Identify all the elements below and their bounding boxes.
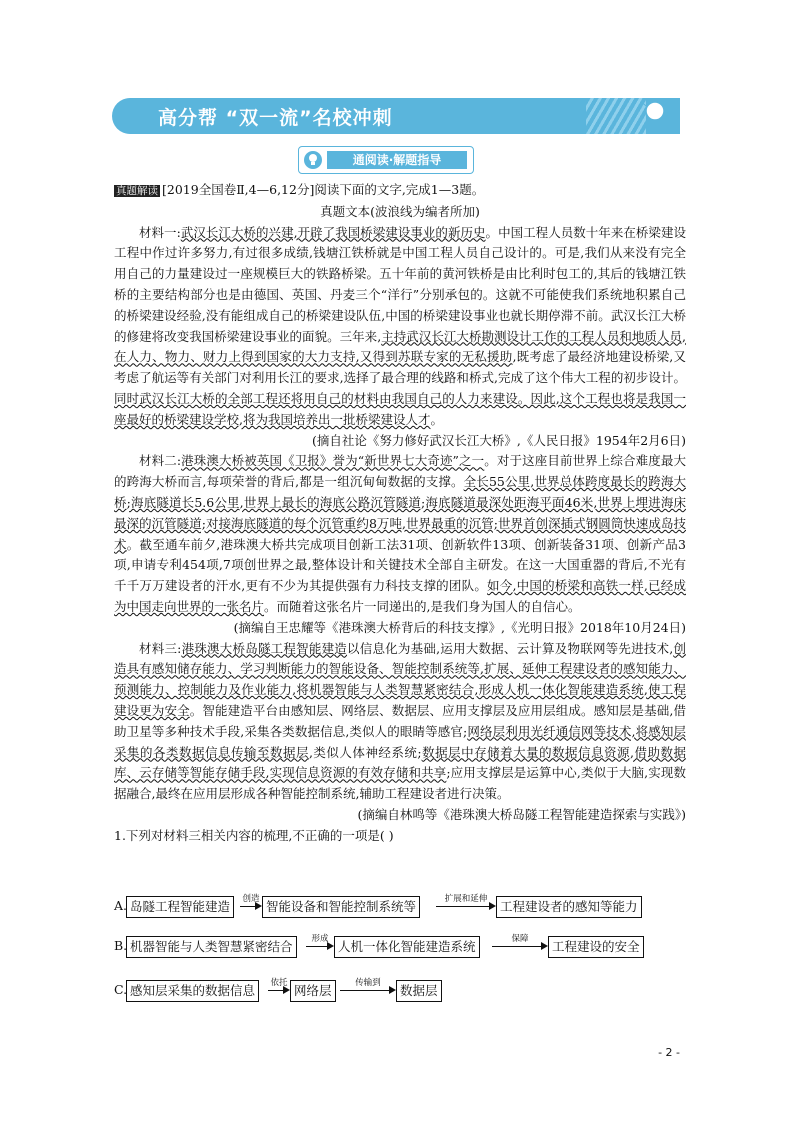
wavy-text: 如今,中国的桥梁和高铁一样,已经成为中国走向世界的一张名片 [114, 578, 686, 614]
wavy-text: 港珠澳大桥被英国《卫报》誉为“新世界七大奇迹”之一 [181, 453, 485, 469]
flow-box: 工程建设者的感知等能力 [496, 896, 642, 918]
bulb-badge-icon [303, 150, 323, 170]
option-c[interactable] [114, 978, 686, 1004]
page-number: - 2 - [658, 1046, 680, 1059]
body-text: 。智能建造平台由感知层、网络层、数据层、应用支撑层及应用层组成。感知层是基础,借助卫星等多种技术手段,采集各类数据信息,类似人的眼睛等感官; [114, 702, 686, 739]
material-one-source: (摘自社论《努力修好武汉长江大桥》,《人民日报》1954年2月6日) [312, 432, 686, 448]
body-text: 以信息化为基础,运用大数据、云计算及物联网等先进技术, [347, 640, 674, 656]
wavy-text: 主持武汉长江大桥勘测设计工作的工程人员和地质人员,在人力、物力、财力上得到国家的大力支持,又得到苏联专家的无私援助 [114, 328, 686, 365]
option-b[interactable] [114, 934, 686, 960]
flow-arrow [340, 980, 396, 1000]
question-one: 1.下列对材料三相关内容的梳理,不正确的一项是( ) [114, 827, 394, 843]
material-three-source: (摘编自林鸣等《港珠澳大桥岛隧工程智能建造探索与实践》) [357, 806, 686, 822]
wavy-text: 同时武汉长江大桥的全部工程还将用自己的材料由我国自己的人力来建设。因此,这个工程也将是我国一座最好的桥梁建设学校,将为我国培养出一批桥梁建设人才 [114, 390, 686, 427]
flow-box: 智能设备和智能控制系统等 [262, 896, 420, 918]
material-one [114, 223, 686, 431]
passage-subtitle: 真题文本(波浪线为编者所加) [320, 203, 480, 219]
body-text: ,类似人体神经系统; [308, 744, 422, 760]
arrow-label: 创造 [242, 894, 260, 904]
question-intro [114, 180, 686, 202]
header-banner [112, 98, 680, 134]
banner-title: 高分帮 “双一流”名校冲刺 [158, 107, 393, 129]
body-text: 。中国工程人员数十年来在桥梁建设工程中作过许多努力,有过很多成绩,钱塘江铁桥就是中国工程人员自己设计的。可是,我们从来没有完全用自己的力量建设过一座规模巨大的铁路桥梁。五十年前的黄河铁桥是由比利时包工的,其后的钱塘江铁桥的主要结构部分也是由德国、英国、丹麦三个“洋行”分别承包的。这就不可能使我们系统地积累自己的桥梁建设经验,没有能组成自己的桥梁建设队伍,中国的桥梁建设事业也就长期停滞不前。武汉长江大桥的修建将改变我国桥梁建设事业的面貌。三年来, [114, 224, 686, 344]
wavy-text: 全长55公里,世界总体跨度最长的跨海大桥;海底隧道长5.6公里,世界上最长的海底公路沉管隧道;海底隧道最深处距海平面46米,世界上埋进海床最深的沉管隧道;对接海底隧道的每个沉管重约8万吨,世界最重的沉管;世界首创深插式钢圆筒快速成岛技术 [114, 474, 686, 552]
body-text: 。 [430, 411, 443, 427]
flow-arrow [492, 936, 548, 956]
material-label: 材料二: [139, 453, 182, 469]
wavy-text: 网络层利用光纤通信网等技术,将感知层采集的各类数据信息传输至数据层 [114, 723, 686, 760]
flow-box: 工程建设的安全 [548, 936, 644, 958]
flow-box: 网络层 [290, 980, 336, 1002]
reading-passage [114, 180, 686, 847]
section-header [298, 146, 474, 174]
arrow-label: 传输到 [355, 978, 381, 988]
flow-box: 岛隧工程智能建造 [126, 896, 234, 918]
option-letter: A. [114, 898, 128, 913]
option-letter: C. [114, 982, 128, 997]
flow-arrow [436, 896, 496, 916]
flow-box: 机器智能与人类智慧紧密结合 [126, 936, 297, 958]
flow-arrow [268, 980, 290, 1000]
flow-box: 人机一体化智能建造系统 [334, 936, 480, 958]
material-two [114, 451, 686, 617]
arrow-label: 形成 [311, 934, 329, 944]
banner-stripe-decoration [586, 98, 646, 134]
wavy-text: 创造具有感知储存能力、学习判断能力的智能设备、智能控制系统等,扩展、延伸工程建设者的感知能力、预测能力、控制能力及作业能力,将机器智能与人类智慧紧密结合,形成人机一体化智能建造系统,使工程建设更为安全 [114, 640, 686, 718]
body-text: ,既考虑了最经济地建设桥梁,又考虑了航运等有关部门对利用长江的要求,选择了最合理的线路和桥式,完成了这个伟大工程的初步设计。 [114, 349, 686, 386]
section-title: 通阅读·解题指导 [327, 151, 467, 169]
body-text: ;应用支撑层是运算中心,类似于大脑,实现数据融合,最终在应用层形成各种智能控制系统,辅助工程建设者进行决策。 [114, 765, 686, 802]
flow-arrow [240, 896, 262, 916]
wavy-text: 港珠澳大桥岛隧工程智能建造 [181, 640, 348, 656]
wavy-text: 数据层中存储着大量的数据信息资源,借助数据库、云存储等智能存储手段,实现信息资源的有效存储和共享 [114, 744, 686, 781]
body-text: 。而随着这张名片一同递出的,是我们身为国人的自信心。 [264, 598, 581, 614]
intro-text: [2019全国卷Ⅱ,4—6,12分]阅读下面的文字,完成1—3题。 [162, 182, 485, 197]
material-three [114, 639, 686, 805]
arrow-label: 依托 [270, 978, 288, 988]
option-letter: B. [114, 938, 128, 953]
arrow-label: 扩展和延伸 [444, 894, 488, 904]
flow-box: 感知层采集的数据信息 [126, 980, 259, 1002]
wavy-text: 武汉长江大桥的兴建,开辟了我国桥梁建设事业的新历史 [180, 224, 486, 240]
arrow-label: 保障 [511, 934, 529, 944]
material-label: 材料三: [139, 640, 182, 656]
option-a[interactable] [114, 894, 686, 920]
lightbulb-icon [640, 98, 670, 132]
exam-tag: 真题解读 [116, 185, 158, 197]
flow-box: 数据层 [396, 980, 442, 1002]
body-text: 。截至通车前夕,港珠澳大桥共完成项目创新工法31项、创新软件13项、创新装备31项、创新产品3项,申请专利454项,7项创世界之最,整体设计和关键技术全部自主研发。在这一大国重器的背后,不光有千千万万建设者的汗水,更有不少为其提供强有力科技支撑的团队。 [114, 536, 686, 594]
body-text: 。对于这座目前世界上综合难度最大的跨海大桥而言,每项荣誉的背后,都是一组沉甸甸数据的支撑。 [114, 453, 686, 490]
flow-arrow [306, 936, 334, 956]
material-two-source: (摘编自王忠耀等《港珠澳大桥背后的科技支撑》,《光明日报》2018年10月24日) [233, 619, 686, 635]
material-label: 材料一: [139, 224, 181, 240]
